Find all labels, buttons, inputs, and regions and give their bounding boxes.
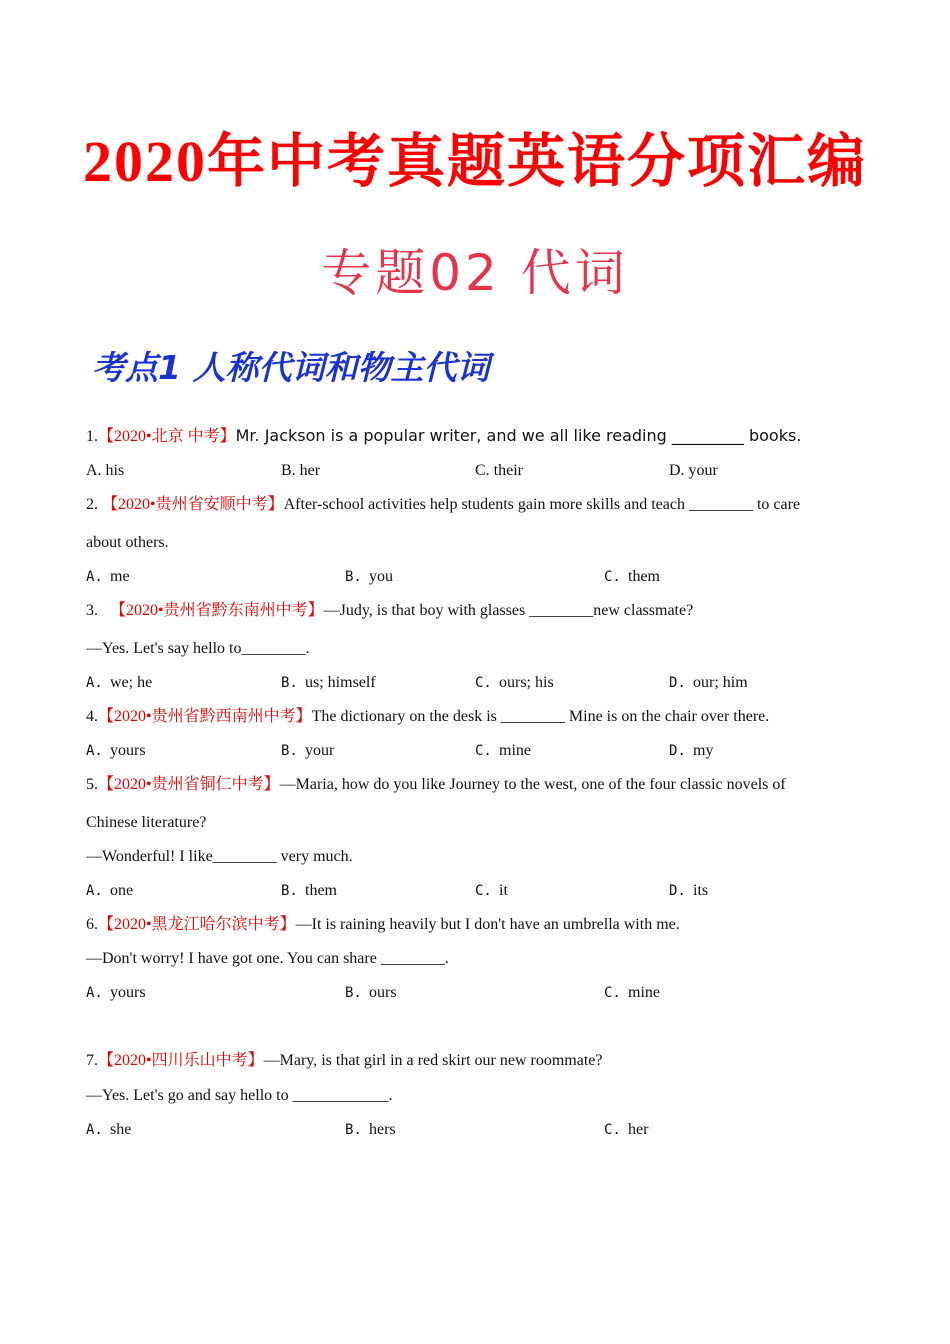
- option-a: [86, 880, 133, 902]
- option-d: D. your: [669, 462, 718, 479]
- question-stem-continued: —Yes. Let's go and say hello to ____________.: [86, 1087, 393, 1104]
- option-letter: C.: [604, 1122, 621, 1138]
- option-a: [86, 672, 152, 694]
- question-source: 【2020•北京 中考】: [98, 428, 236, 445]
- option-c: [604, 982, 660, 1004]
- question-source: 【2020•贵州省黔东南州中考】: [110, 602, 324, 619]
- option-text: ours: [369, 984, 397, 1001]
- question-stem: —Judy, is that boy with glasses ________new classmate?: [323, 602, 694, 619]
- question-3: [86, 600, 693, 622]
- option-letter: C.: [604, 985, 621, 1001]
- question-number: 2.: [86, 496, 98, 513]
- option-c: [604, 566, 660, 588]
- question-stem-continued: —Yes. Let's say hello to________.: [86, 640, 310, 657]
- section-title: 考点1 人称代词和物主代词: [92, 348, 490, 387]
- option-letter: C.: [475, 883, 492, 899]
- option-text: them: [305, 882, 337, 899]
- question-source: 【2020•贵州省黔西南州中考】: [98, 708, 312, 725]
- option-letter: C.: [475, 743, 492, 759]
- question-source: 【2020•贵州省铜仁中考】: [98, 776, 280, 793]
- option-b: [345, 566, 393, 588]
- question-stem: After-school activities help students gain more skills and teach ________ to care: [283, 496, 801, 513]
- option-letter: A.: [86, 1122, 103, 1138]
- option-c: [604, 1119, 648, 1141]
- option-text: yours: [110, 742, 146, 759]
- option-a: [86, 1119, 131, 1141]
- question-stem: —Maria, how do you like Journey to the west, one of the four classic novels of: [279, 776, 786, 793]
- option-letter: C.: [604, 569, 621, 585]
- option-b: [281, 672, 376, 694]
- option-d: [669, 740, 713, 762]
- question-2: [86, 494, 800, 516]
- option-text: our; him: [693, 674, 748, 691]
- question-stem: Mr. Jackson is a popular writer, and we all like reading _________ books.: [235, 426, 802, 445]
- option-letter: D.: [669, 675, 686, 691]
- option-a: [86, 566, 130, 588]
- question-number: 5.: [86, 776, 98, 793]
- option-letter: B.: [345, 569, 362, 585]
- option-letter: A.: [86, 675, 103, 691]
- question-7: [86, 1050, 602, 1072]
- option-text: my: [693, 742, 714, 759]
- option-a: [86, 740, 146, 762]
- option-text: hers: [369, 1121, 396, 1138]
- question-source: 【2020•四川乐山中考】: [98, 1052, 264, 1069]
- option-letter: D.: [669, 743, 686, 759]
- option-letter: B.: [345, 1122, 362, 1138]
- option-d: [669, 672, 748, 694]
- question-number: 6.: [86, 916, 98, 933]
- option-b: [345, 1119, 396, 1141]
- question-stem: The dictionary on the desk is ________ Mine is on the chair over there.: [311, 708, 770, 725]
- option-letter: A.: [86, 985, 103, 1001]
- option-b: [281, 740, 334, 762]
- question-stem-continued: Chinese literature?: [86, 814, 207, 831]
- question-5: [86, 774, 786, 796]
- option-text: ours; his: [499, 674, 554, 691]
- question-6: [86, 914, 680, 936]
- option-letter: D.: [669, 883, 686, 899]
- option-text: her: [628, 1121, 649, 1138]
- option-letter: A.: [86, 883, 103, 899]
- option-a: A. his: [86, 462, 125, 479]
- question-stem-continued: —Wonderful! I like________ very much.: [86, 848, 353, 865]
- option-text: yours: [110, 984, 146, 1001]
- question-stem: —It is raining heavily but I don't have an umbrella with me.: [295, 916, 680, 933]
- option-text: me: [110, 568, 130, 585]
- option-text: mine: [499, 742, 531, 759]
- question-source: 【2020•黑龙江哈尔滨中考】: [98, 916, 296, 933]
- option-text: your: [305, 742, 335, 759]
- option-d: [669, 880, 708, 902]
- option-text: it: [499, 882, 508, 899]
- option-b: [281, 880, 337, 902]
- question-1: [86, 425, 801, 448]
- option-letter: B.: [345, 985, 362, 1001]
- option-letter: A.: [86, 569, 103, 585]
- option-letter: B.: [281, 675, 298, 691]
- option-text: its: [693, 882, 709, 899]
- question-stem: —Mary, is that girl in a red skirt our new roommate?: [263, 1052, 603, 1069]
- option-text: she: [110, 1121, 132, 1138]
- question-stem-continued: —Don't worry! I have got one. You can share ________.: [86, 950, 449, 967]
- option-b: B. her: [281, 462, 321, 479]
- question-source: 【2020•贵州省安顺中考】: [102, 496, 284, 513]
- option-c: [475, 740, 531, 762]
- sub-title: 专题02 代词: [321, 244, 629, 302]
- option-text: you: [369, 568, 393, 585]
- option-letter: C.: [475, 675, 492, 691]
- option-c: C. their: [475, 462, 523, 479]
- question-number: 3.: [86, 602, 98, 619]
- question-4: [86, 706, 769, 728]
- option-letter: B.: [281, 743, 298, 759]
- option-text: mine: [628, 984, 660, 1001]
- main-title: 2020年中考真题英语分项汇编: [82, 129, 867, 194]
- question-number: 4.: [86, 708, 98, 725]
- question-number: 1.: [86, 428, 98, 445]
- option-text: them: [628, 568, 660, 585]
- option-c: [475, 672, 554, 694]
- question-number: 7.: [86, 1052, 98, 1069]
- question-stem-continued: about others.: [86, 534, 169, 551]
- option-text: we; he: [110, 674, 153, 691]
- option-letter: B.: [281, 883, 298, 899]
- option-text: one: [110, 882, 134, 899]
- option-text: us; himself: [305, 674, 376, 691]
- option-b: [345, 982, 397, 1004]
- option-a: [86, 982, 146, 1004]
- option-letter: A.: [86, 743, 103, 759]
- option-c: [475, 880, 508, 902]
